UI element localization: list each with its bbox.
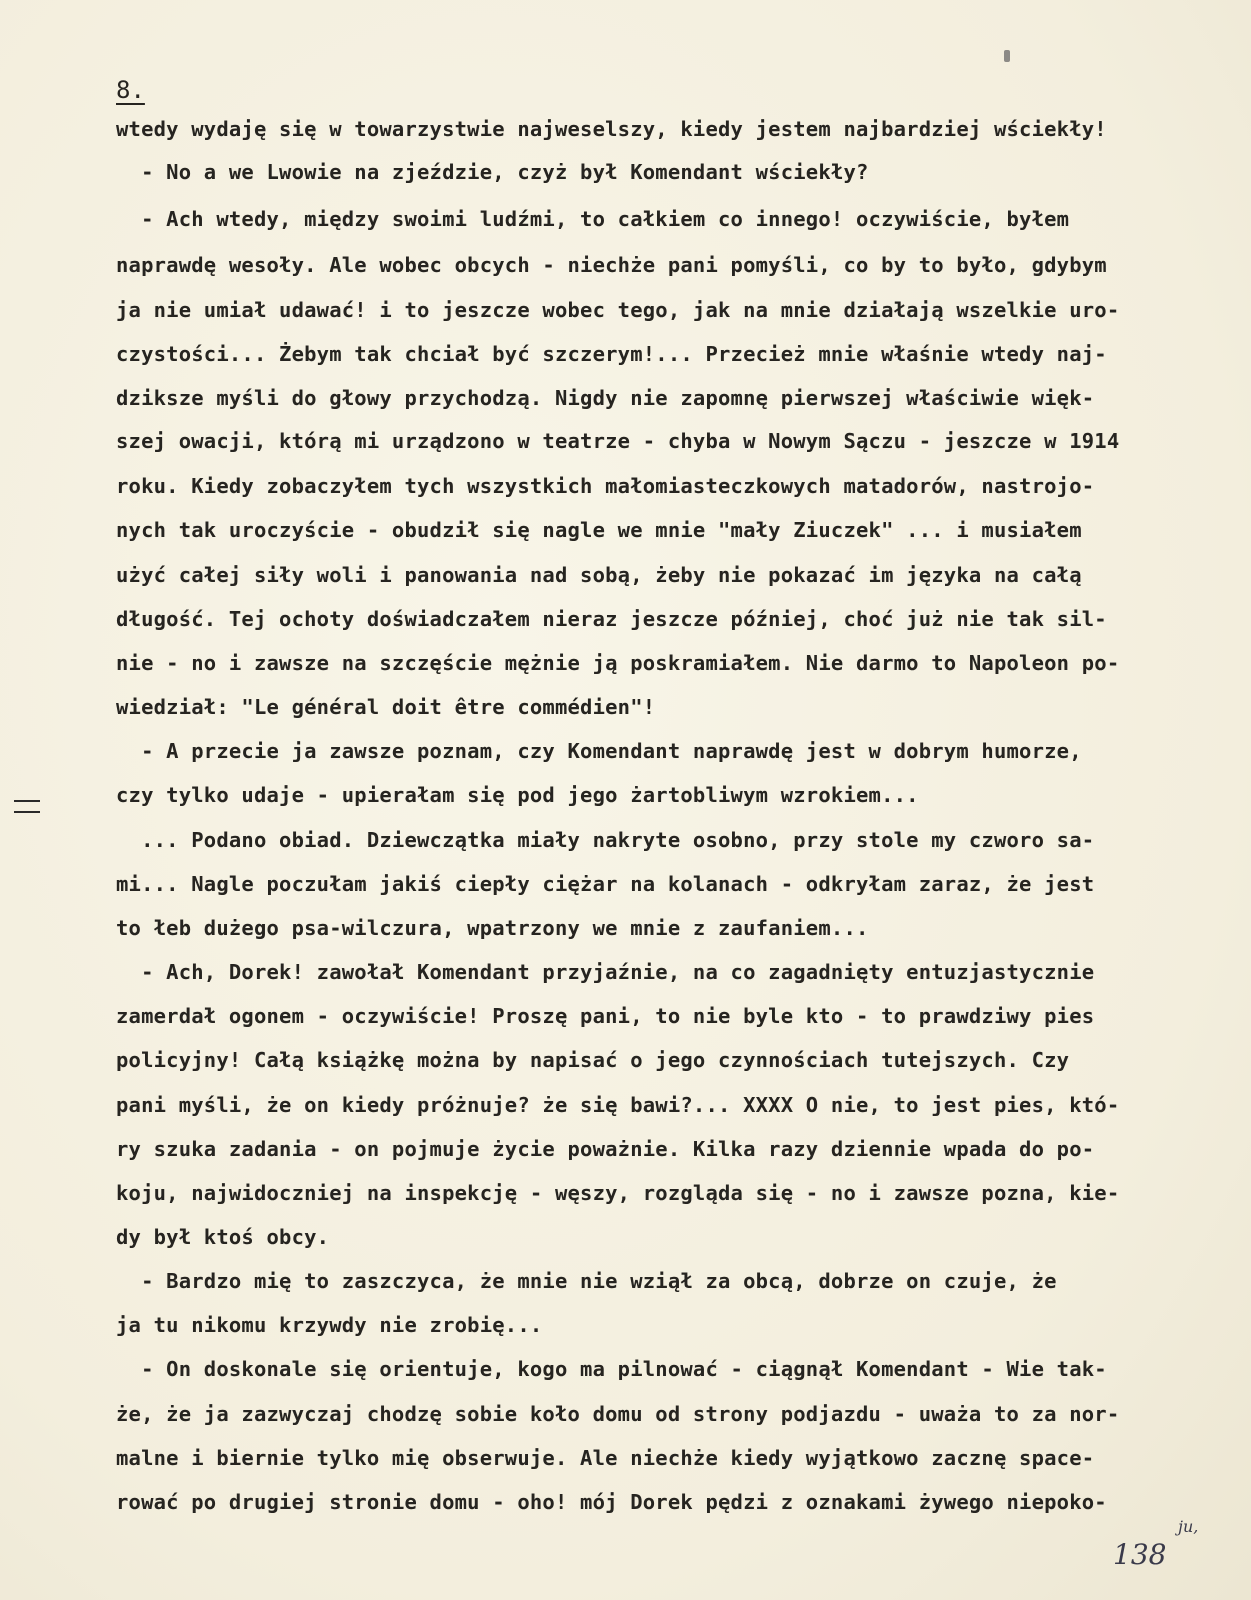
text-line: - Ach wtedy, między swoimi ludźmi, to całkiem co innego! oczywiście, byłem — [116, 207, 1070, 231]
text-line: pani myśli, że on kiedy próżnuje? że się bawi?... XXXX O nie, to jest pies, któ- — [116, 1093, 1120, 1117]
text-line: szej owacji, którą mi urządzono w teatrze - chyba w Nowym Sączu - jeszcze w 1914 — [116, 429, 1120, 453]
text-line: roku. Kiedy zobaczyłem tych wszystkich małomiasteczkowych matadorów, nastrojo- — [116, 474, 1095, 498]
text-line: ja tu nikomu krzywdy nie zrobię... — [116, 1313, 543, 1337]
text-line: wiedział: "Le général doit être commédien"! — [116, 695, 656, 719]
text-line: długość. Tej ochoty doświadczałem nieraz jeszcze później, choć już nie tak sil- — [116, 607, 1107, 631]
text-line: koju, najwidoczniej na inspekcję - węszy, rozgląda się - no i zawsze pozna, kie- — [116, 1181, 1120, 1205]
text-line: wtedy wydaję się w towarzystwie najweselszy, kiedy jestem najbardziej wściekły! — [116, 117, 1107, 141]
text-line: policyjny! Całą książkę można by napisać o jego czynnościach tutejszych. Czy — [116, 1048, 1070, 1072]
text-line: użyć całej siły woli i panowania nad sobą, żeby nie pokazać im języka na całą — [116, 563, 1082, 587]
text-line: - No a we Lwowie na zjeździe, czyż był Komendant wściekły? — [116, 160, 869, 184]
text-line: zamerdał ogonem - oczywiście! Proszę pani, to nie byle kto - to prawdziwy pies — [116, 1004, 1095, 1028]
text-line: - A przecie ja zawsze poznam, czy Komendant naprawdę jest w dobrym humorze, — [116, 739, 1082, 763]
text-line: - Ach, Dorek! zawołał Komendant przyjaźnie, na co zagadnięty entuzjastycznie — [116, 960, 1095, 984]
text-line: dziksze myśli do głowy przychodzą. Nigdy nie zapomnę pierwszej właściwie więk- — [116, 386, 1095, 410]
text-line: malne i biernie tylko mię obserwuje. Ale niechże kiedy wyjątkowo zacznę space- — [116, 1446, 1095, 1470]
text-line: nie - no i zawsze na szczęście mężnie ją poskramiałem. Nie darmo to Napoleon po- — [116, 651, 1120, 675]
text-line: dy był ktoś obcy. — [116, 1225, 330, 1249]
text-line: ry szuka zadania - on pojmuje życie poważnie. Kilka razy dziennie wpada do po- — [116, 1137, 1095, 1161]
margin-double-rule — [14, 800, 40, 826]
text-line: mi... Nagle poczułam jakiś ciepły ciężar na kolanach - odkryłam zaraz, że jest — [116, 872, 1095, 896]
text-line: to łeb dużego psa-wilczura, wpatrzony we mnie z zaufaniem... — [116, 916, 869, 940]
text-line: ja nie umiał udawać! i to jeszcze wobec tego, jak na mnie działają wszelkie uro- — [116, 298, 1120, 322]
handwritten-mark: ju, — [1178, 1517, 1199, 1536]
text-line: naprawdę wesoły. Ale wobec obcych - niechże pani pomyśli, co by to było, gdybym — [116, 253, 1107, 277]
text-line: - On doskonale się orientuje, kogo ma pilnować - ciągnął Komendant - Wie tak- — [116, 1357, 1107, 1381]
text-line: - Bardzo mię to zaszczyca, że mnie nie wziął za obcą, dobrze on czuje, że — [116, 1269, 1057, 1293]
text-line: czystości... Żebym tak chciał być szczerym!... Przecież mnie właśnie wtedy naj- — [116, 342, 1107, 366]
page-number: 8. — [116, 76, 145, 104]
text-line: że, że ja zazwyczaj chodzę sobie koło domu od strony podjazdu - uważa to za nor- — [116, 1402, 1120, 1426]
handwritten-page-number: 138 — [1113, 1538, 1167, 1571]
text-line: ... Podano obiad. Dziewczątka miały nakryte osobno, przy stole my czworo sa- — [116, 828, 1095, 852]
text-line: nych tak uroczyście - obudził się nagle we mnie "mały Ziuczek" ... i musiałem — [116, 518, 1082, 542]
text-line: czy tylko udaje - upierałam się pod jego żartobliwym wzrokiem... — [116, 783, 919, 807]
text-line: rować po drugiej stronie domu - oho! mój Dorek pędzi z oznakami żywego niepoko- — [116, 1490, 1107, 1514]
